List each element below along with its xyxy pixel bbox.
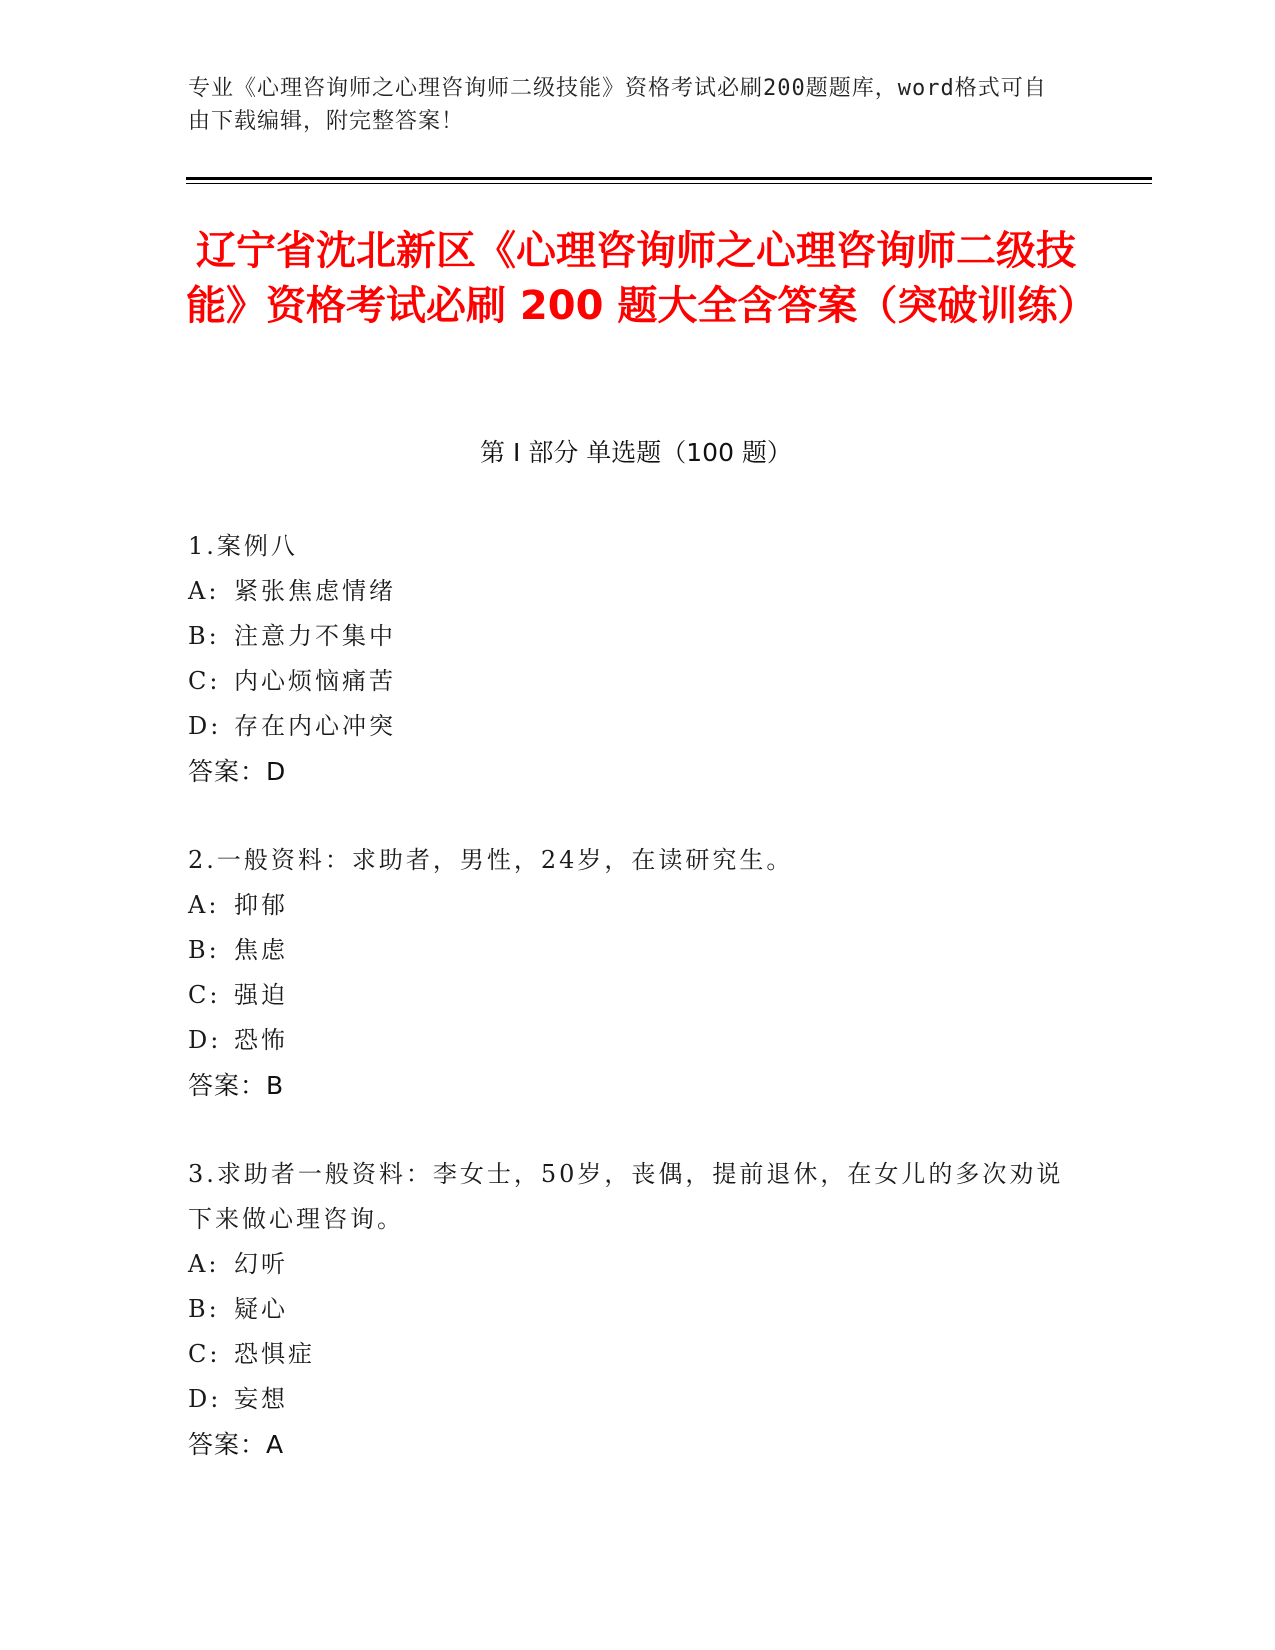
option-letter: A: (188, 577, 220, 605)
option-text: 存在内心冲突 (234, 712, 396, 740)
option-text: 焦虑 (234, 936, 288, 964)
question-2 (188, 838, 1068, 1108)
option-b (188, 928, 1068, 973)
section-heading: 第 I 部分 单选题（100 题） (480, 438, 792, 467)
option-text: 抑郁 (234, 891, 288, 919)
option-a (188, 1242, 1068, 1287)
option-letter: D: (188, 712, 222, 740)
option-text: 强迫 (234, 981, 288, 1009)
question-stem: 2.一般资料：求助者，男性，24岁，在读研究生。 (188, 846, 794, 874)
option-text: 注意力不集中 (234, 622, 396, 650)
header-divider-thin (186, 183, 1152, 184)
question-list (188, 524, 1068, 1511)
option-a (188, 569, 1068, 614)
question-1 (188, 524, 1068, 794)
option-letter: C: (188, 981, 221, 1009)
option-b (188, 1287, 1068, 1332)
option-text: 幻听 (234, 1250, 288, 1278)
option-text: 内心烦恼痛苦 (234, 667, 396, 695)
answer-line: 答案：A (188, 1430, 285, 1459)
option-letter: C: (188, 1340, 221, 1368)
question-stem: 1.案例八 (188, 532, 298, 560)
option-letter: D: (188, 1026, 222, 1054)
option-d (188, 1377, 1068, 1422)
option-text: 紧张焦虑情绪 (234, 577, 396, 605)
answer-line: 答案：D (188, 757, 287, 786)
header-note: 专业《心理咨询师之心理咨询师二级技能》资格考试必刷200题题库，word格式可自由下载编辑，附完整答案！ (188, 76, 1047, 134)
option-c (188, 1332, 1068, 1377)
option-a (188, 883, 1068, 928)
option-c (188, 659, 1068, 704)
header-divider-thick (186, 177, 1152, 180)
answer-line: 答案：B (188, 1071, 285, 1100)
option-letter: A: (188, 891, 220, 919)
option-letter: D: (188, 1385, 222, 1413)
option-text: 疑心 (234, 1295, 288, 1323)
option-text: 恐惧症 (234, 1340, 315, 1368)
option-d (188, 704, 1068, 749)
option-letter: C: (188, 667, 221, 695)
option-letter: B: (188, 1295, 220, 1323)
option-letter: B: (188, 622, 220, 650)
question-3 (188, 1152, 1068, 1467)
option-letter: A: (188, 1250, 220, 1278)
option-text: 恐怖 (234, 1026, 288, 1054)
option-letter: B: (188, 936, 220, 964)
option-b (188, 614, 1068, 659)
question-stem: 3.求助者一般资料：李女士，50岁，丧偶，提前退休，在女儿的多次劝说下来做心理咨询。 (188, 1160, 1064, 1233)
document-title: 辽宁省沈北新区《心理咨询师之心理咨询师二级技能》资格考试必刷 200 题大全含答案（突破训练） (186, 228, 1098, 329)
option-d (188, 1018, 1068, 1063)
option-c (188, 973, 1068, 1018)
option-text: 妄想 (234, 1385, 288, 1413)
